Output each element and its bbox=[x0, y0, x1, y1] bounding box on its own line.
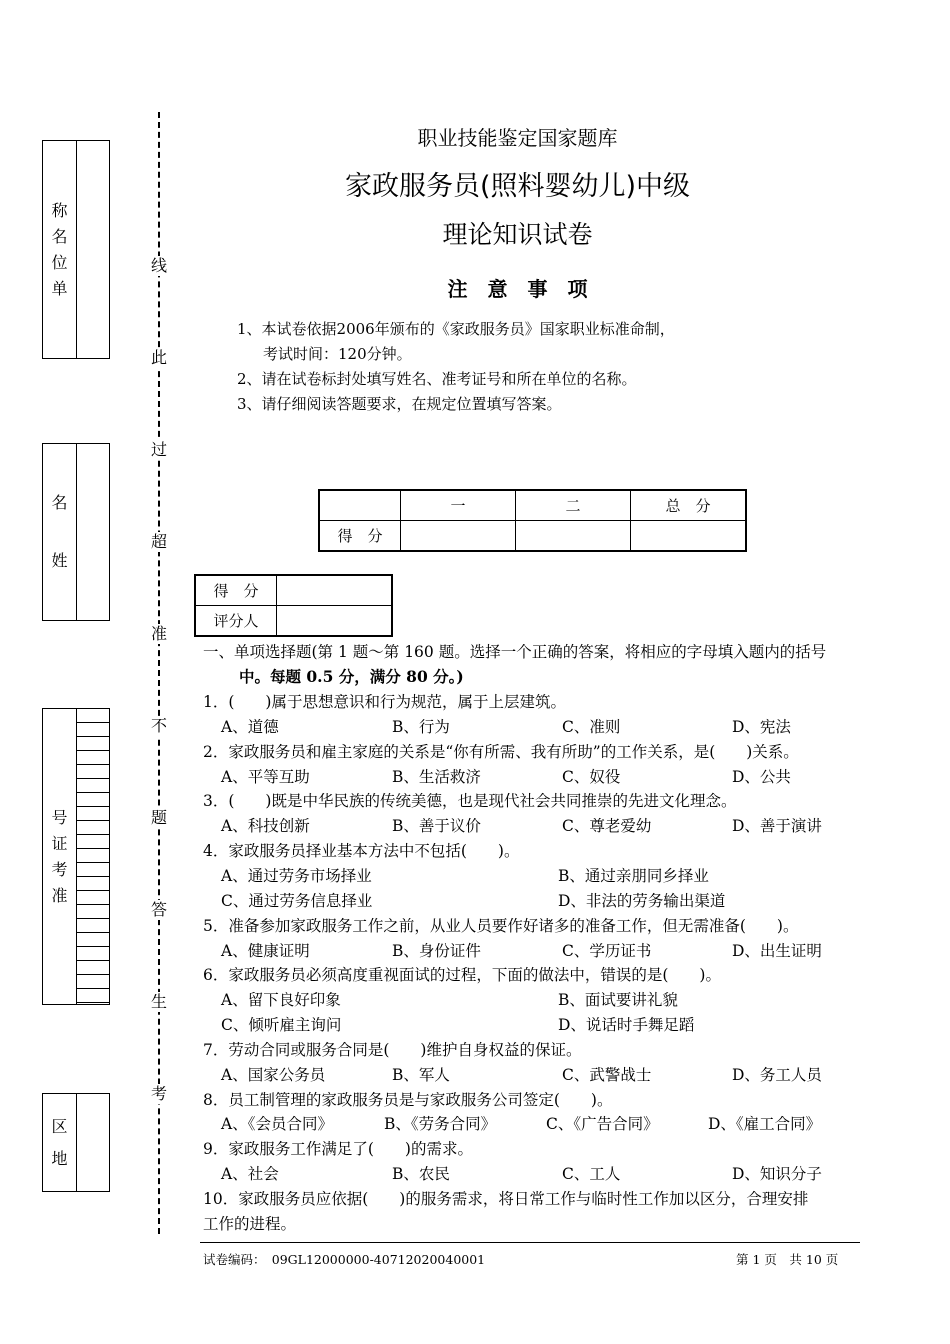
question-stem: 9．家政服务工作满足了( )的需求。 bbox=[203, 1140, 473, 1159]
answer-option: B、《劳务合同》 bbox=[384, 1115, 497, 1134]
label-char: 姓 bbox=[51, 551, 68, 570]
name-label bbox=[43, 444, 77, 620]
grid-cell[interactable] bbox=[77, 723, 109, 737]
label-char: 名 bbox=[51, 493, 68, 512]
label-char: 号 bbox=[51, 807, 68, 827]
answer-option: D、宪法 bbox=[732, 717, 791, 736]
grid-cell[interactable] bbox=[77, 793, 109, 807]
question-stem-cont: 工作的进程。 bbox=[203, 1214, 297, 1233]
answer-option: D、善于演讲 bbox=[732, 817, 822, 836]
answer-option: B、生活救济 bbox=[392, 767, 481, 786]
grid-cell[interactable] bbox=[77, 961, 109, 975]
answer-option: A、健康证明 bbox=[221, 941, 310, 960]
grid-cell[interactable] bbox=[77, 919, 109, 933]
grader-score-label: 得 分 bbox=[195, 575, 277, 606]
cut-line-char: 超 bbox=[150, 532, 167, 551]
cut-line-char: 线 bbox=[150, 256, 167, 275]
grid-cell[interactable] bbox=[77, 975, 109, 989]
score-header-total: 总 分 bbox=[631, 490, 747, 521]
answer-option: C、准则 bbox=[562, 717, 621, 736]
note-2: 2、请在试卷标封处填写姓名、准考证号和所在单位的名称。 bbox=[237, 370, 637, 388]
answer-option: D、公共 bbox=[732, 767, 791, 786]
answer-option: A、道德 bbox=[221, 717, 279, 736]
answer-option: C、《广告合同》 bbox=[546, 1115, 659, 1134]
footer-rule bbox=[200, 1242, 860, 1243]
label-char: 地 bbox=[51, 1148, 68, 1168]
grid-cell[interactable] bbox=[77, 709, 109, 723]
answer-option: D、务工人员 bbox=[732, 1065, 822, 1084]
question-stem: 5．准备参加家政服务工作之前，从业人员要作好诸多的准备工作，但无需准备( )。 bbox=[203, 916, 799, 935]
answer-option: B、行为 bbox=[392, 717, 450, 736]
cut-line-char: 此 bbox=[150, 348, 167, 367]
label-char: 单 bbox=[51, 278, 68, 298]
cut-line-char: 不 bbox=[150, 716, 167, 735]
grid-cell[interactable] bbox=[77, 835, 109, 849]
exam-title: 家政服务员(照料婴幼儿)中级 bbox=[344, 171, 691, 202]
grid-cell[interactable] bbox=[77, 821, 109, 835]
score-cell[interactable] bbox=[631, 521, 747, 552]
answer-option: B、通过亲朋同乡择业 bbox=[558, 866, 709, 885]
answer-option: B、军人 bbox=[392, 1065, 450, 1084]
answer-option: D、知识分子 bbox=[732, 1165, 822, 1184]
notice-title: 注 意 事 项 bbox=[447, 277, 588, 301]
exam-subtitle: 理论知识试卷 bbox=[442, 220, 593, 249]
note-3: 3、请仔细阅读答题要求，在规定位置填写答案。 bbox=[237, 395, 562, 413]
answer-option: C、学历证书 bbox=[562, 941, 652, 960]
answer-option: A、《会员合同》 bbox=[221, 1115, 333, 1134]
region-box bbox=[42, 1093, 110, 1192]
answer-option: B、善于议价 bbox=[392, 817, 481, 836]
cut-line-char: 生 bbox=[150, 992, 167, 1011]
answer-option: A、国家公务员 bbox=[221, 1065, 326, 1084]
section-heading-cont: 中。每题 0.5 分，满分 80 分。) bbox=[239, 667, 464, 686]
page-number: 第 1 页 共 10 页 bbox=[736, 1252, 839, 1267]
answer-option: D、《雇工合同》 bbox=[708, 1115, 822, 1134]
answer-option: C、通过劳务信息择业 bbox=[221, 891, 373, 910]
cut-line-char: 过 bbox=[150, 440, 167, 459]
answer-option: C、工人 bbox=[562, 1165, 621, 1184]
name-box bbox=[42, 443, 110, 621]
grader-label: 评分人 bbox=[195, 606, 277, 637]
score-header-part2: 二 bbox=[516, 490, 631, 521]
grid-cell[interactable] bbox=[77, 877, 109, 891]
grader-table bbox=[194, 574, 393, 637]
answer-option: C、奴役 bbox=[562, 767, 621, 786]
question-stem: 10．家政服务员应依据( )的服务需求，将日常工作与临时性工作加以区分，合理安排 bbox=[203, 1190, 809, 1208]
label-char: 考 bbox=[51, 859, 68, 879]
answer-option: D、说话时手舞足蹈 bbox=[558, 1016, 695, 1035]
answer-option: A、科技创新 bbox=[221, 817, 310, 836]
question-stem: 1．( )属于思想意识和行为规范，属于上层建筑。 bbox=[203, 693, 566, 711]
question-stem: 7．劳动合同或服务合同是( )维护自身权益的保证。 bbox=[203, 1040, 582, 1059]
admission-number-label bbox=[43, 709, 77, 1004]
grid-cell[interactable] bbox=[77, 905, 109, 919]
label-char: 名 bbox=[51, 226, 68, 246]
grader-score-cell[interactable] bbox=[277, 575, 393, 606]
admission-number-box bbox=[42, 708, 110, 1005]
question-stem: 8．员工制管理的家政服务员是与家政服务公司签定( )。 bbox=[203, 1090, 613, 1109]
cut-line-char: 准 bbox=[150, 624, 167, 643]
answer-option: B、面试要讲礼貌 bbox=[558, 991, 678, 1010]
grid-cell[interactable] bbox=[77, 807, 109, 821]
answer-option: B、农民 bbox=[392, 1165, 450, 1184]
label-char: 区 bbox=[51, 1116, 68, 1136]
answer-option: C、武警战士 bbox=[562, 1065, 652, 1084]
score-table bbox=[318, 489, 747, 552]
question-stem: 2．家政服务员和雇主家庭的关系是“你有所需、我有所助”的工作关系，是( )关系。 bbox=[203, 742, 799, 761]
score-header-part1: 一 bbox=[401, 490, 516, 521]
answer-option: D、出生证明 bbox=[732, 941, 822, 960]
cut-line-char: 答 bbox=[150, 900, 167, 919]
section-heading: 一、单项选择题(第 1 题～第 160 题。选择一个正确的答案，将相应的字母填入题内的括号 bbox=[203, 643, 827, 661]
note-1: 1、本试卷依据2006年颁布的《家政服务员》国家职业标准命制， bbox=[237, 320, 675, 338]
grid-cell[interactable] bbox=[77, 933, 109, 947]
admission-number-grid bbox=[77, 709, 109, 1004]
answer-option: A、留下良好印象 bbox=[221, 991, 341, 1010]
grid-cell[interactable] bbox=[77, 947, 109, 961]
grader-cell[interactable] bbox=[277, 606, 393, 637]
region-label bbox=[43, 1094, 77, 1191]
score-cell[interactable] bbox=[401, 521, 516, 552]
answer-option: C、尊老爱幼 bbox=[562, 817, 652, 836]
answer-option: C、倾听雇主询问 bbox=[221, 1016, 342, 1035]
grid-cell[interactable] bbox=[77, 751, 109, 765]
question-stem: 4．家政服务员择业基本方法中不包括( )。 bbox=[203, 842, 520, 861]
grid-cell[interactable] bbox=[77, 737, 109, 751]
grid-cell[interactable] bbox=[77, 849, 109, 863]
score-row-label: 得 分 bbox=[319, 521, 401, 552]
grid-cell[interactable] bbox=[77, 779, 109, 793]
bank-title: 职业技能鉴定国家题库 bbox=[417, 126, 618, 150]
grid-cell[interactable] bbox=[77, 891, 109, 905]
label-char: 准 bbox=[51, 885, 68, 905]
score-header-blank bbox=[319, 490, 401, 521]
cut-line-char: 考 bbox=[150, 1084, 167, 1103]
answer-option: B、身份证件 bbox=[392, 941, 481, 960]
cut-line-char: 题 bbox=[150, 808, 167, 827]
label-char: 位 bbox=[51, 252, 68, 272]
label-char: 称 bbox=[51, 200, 68, 220]
paper-code: 试卷编码： 09GL12000000-40712020040001 bbox=[203, 1252, 486, 1267]
label-char: 证 bbox=[51, 833, 68, 853]
answer-option: A、通过劳务市场择业 bbox=[221, 866, 372, 885]
grid-cell[interactable] bbox=[77, 863, 109, 877]
note-1-cont: 考试时间：120分钟。 bbox=[263, 345, 412, 363]
answer-option: D、非法的劳务输出渠道 bbox=[558, 891, 726, 910]
grid-cell[interactable] bbox=[77, 989, 109, 1003]
answer-option: A、社会 bbox=[221, 1165, 279, 1184]
question-stem: 6．家政服务员必须高度重视面试的过程，下面的做法中，错误的是( )。 bbox=[203, 966, 721, 985]
grid-cell[interactable] bbox=[77, 765, 109, 779]
answer-option: A、平等互助 bbox=[221, 767, 310, 786]
score-cell[interactable] bbox=[516, 521, 631, 552]
question-stem: 3．( )既是中华民族的传统美德，也是现代社会共同推崇的先进文化理念。 bbox=[203, 792, 737, 811]
